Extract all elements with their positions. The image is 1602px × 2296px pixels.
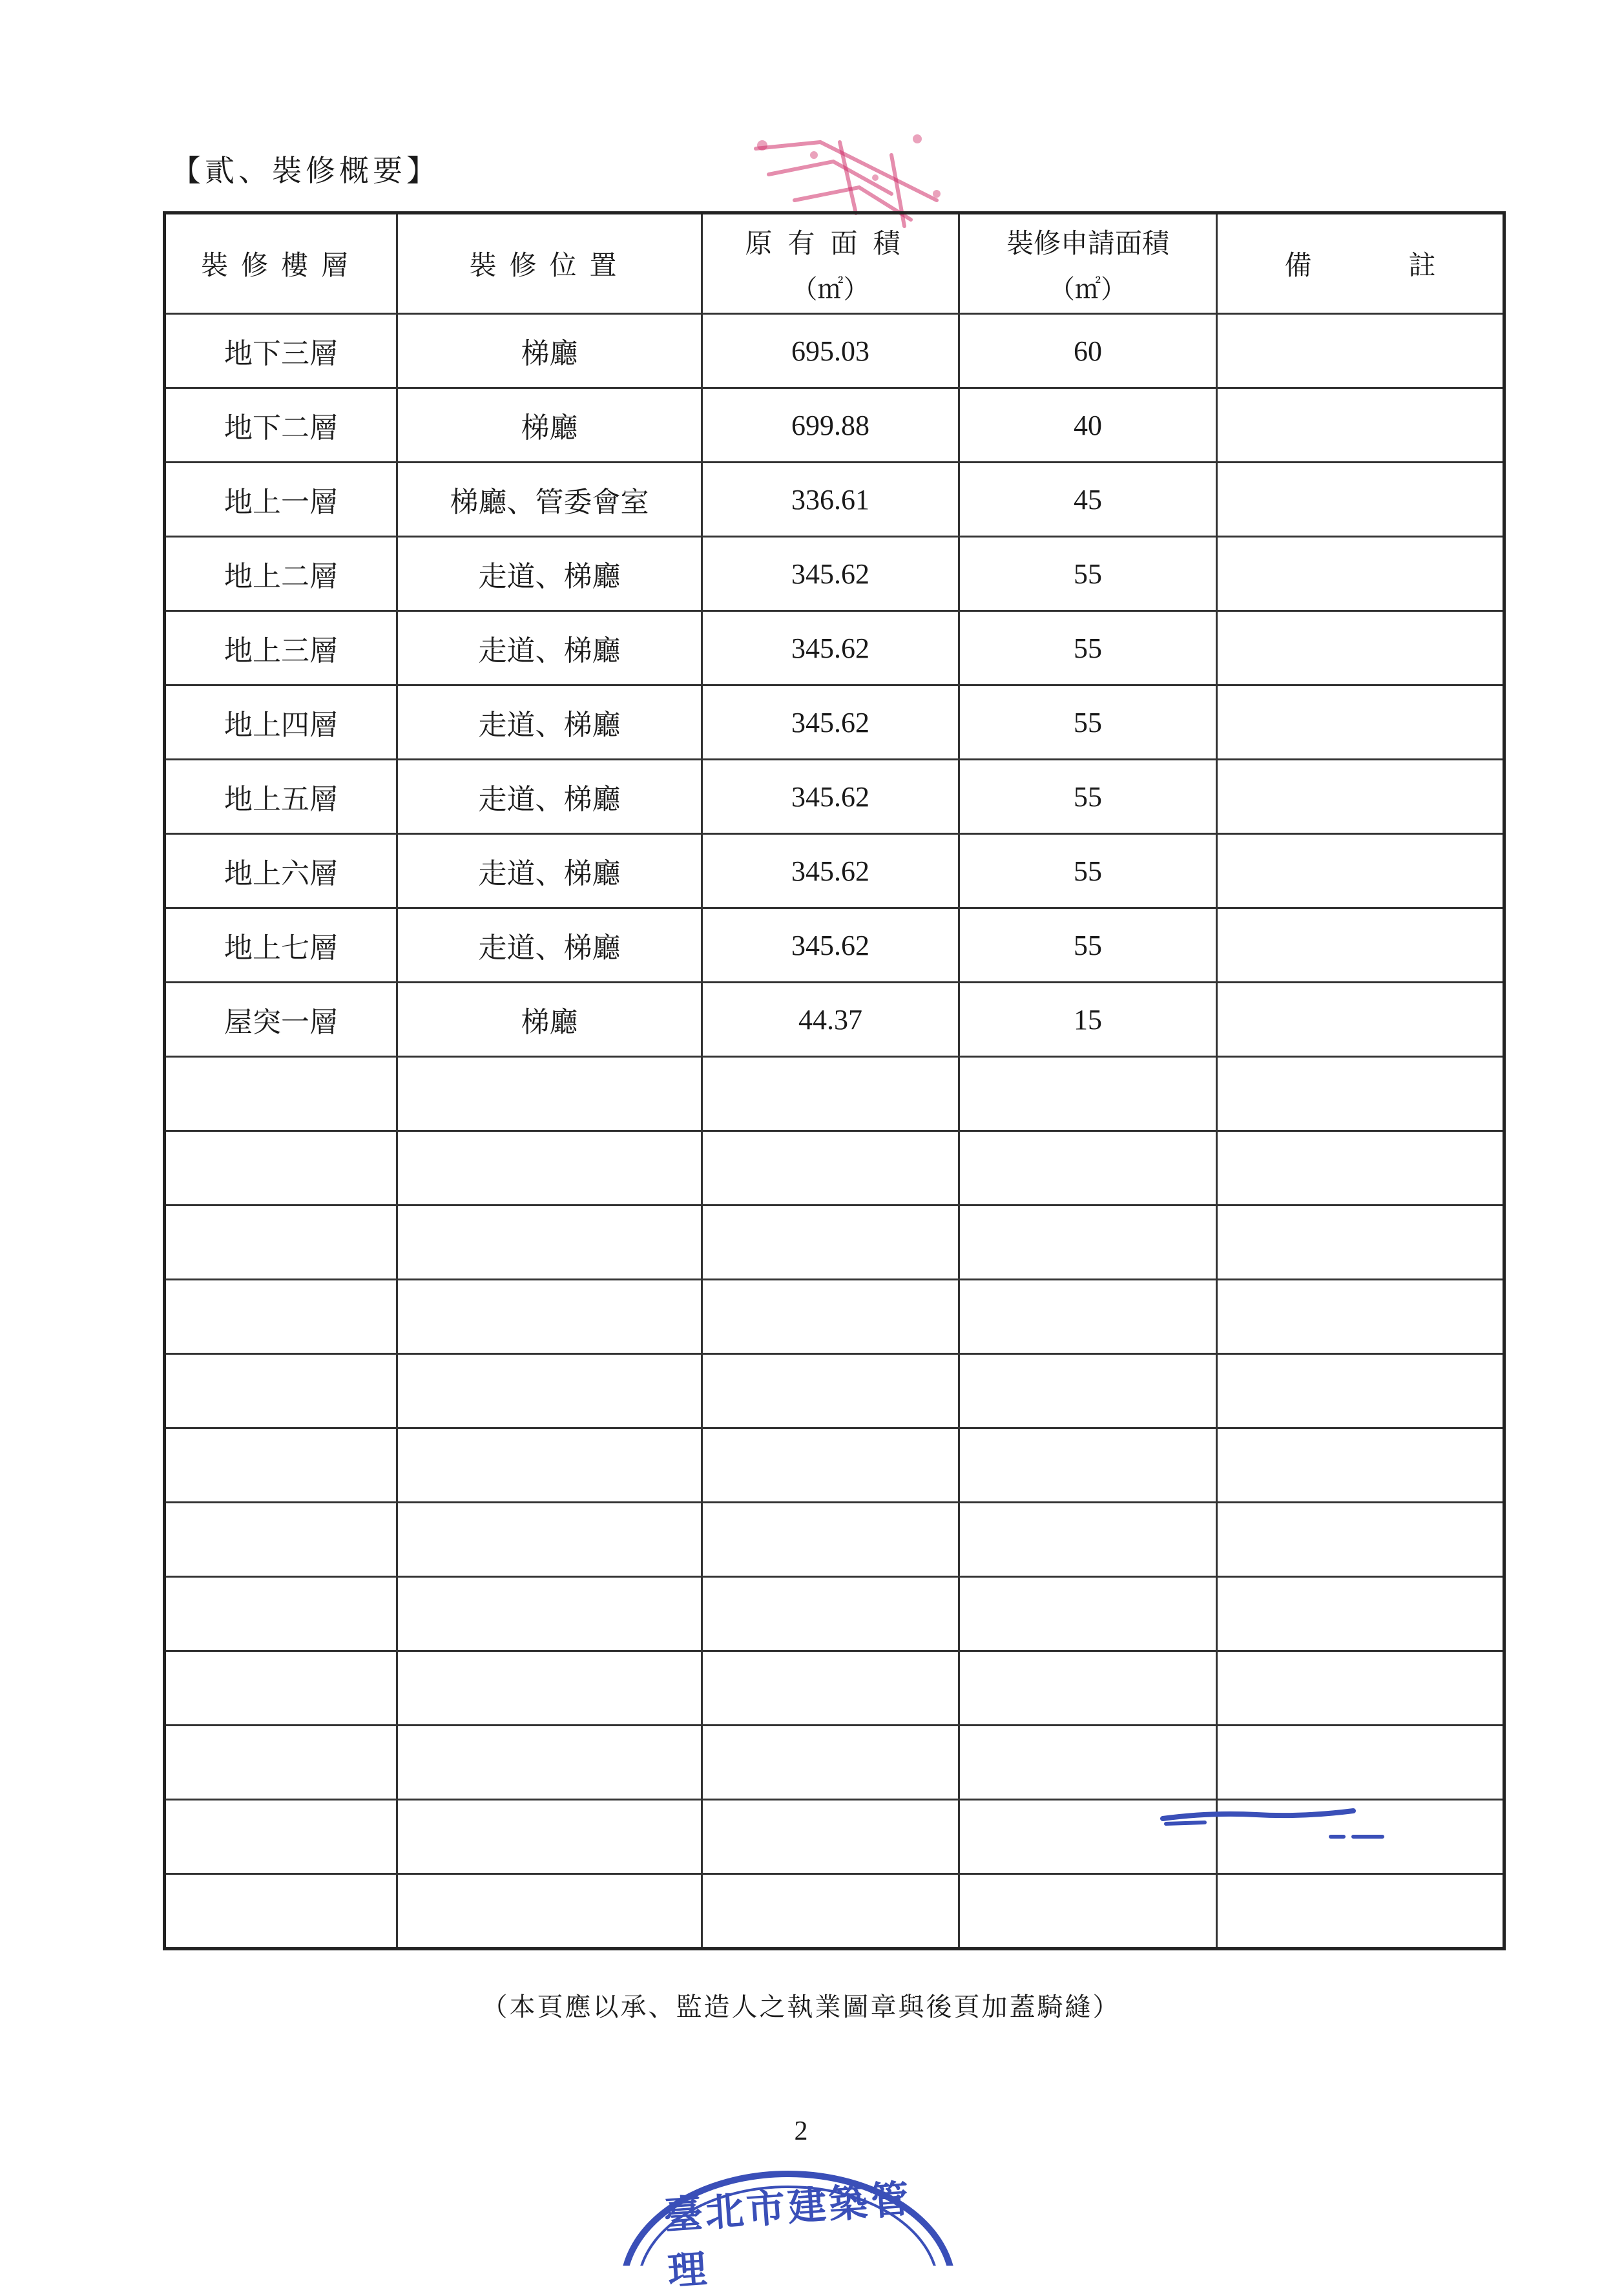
table-row bbox=[165, 1428, 1504, 1503]
cell-floor: 地下二層 bbox=[165, 388, 397, 463]
cell-floor: 屋突一層 bbox=[165, 983, 397, 1057]
cell-original: 345.62 bbox=[702, 834, 959, 908]
cell-location: 走道、梯廳 bbox=[397, 908, 702, 983]
table-row bbox=[165, 314, 1504, 388]
cell-remarks bbox=[1217, 314, 1504, 388]
cell-remarks bbox=[1217, 463, 1504, 537]
cell-requested: 55 bbox=[959, 537, 1217, 611]
cell-original bbox=[702, 1874, 959, 1949]
table-row bbox=[165, 1651, 1504, 1726]
cell-floor bbox=[165, 1726, 397, 1800]
cell-floor bbox=[165, 1280, 397, 1354]
cell-original: 345.62 bbox=[702, 685, 959, 760]
table-row bbox=[165, 1131, 1504, 1205]
blue-pen-stroke bbox=[1160, 1806, 1405, 1844]
header-requested-area bbox=[959, 213, 1217, 314]
cell-requested: 60 bbox=[959, 314, 1217, 388]
cell-original: 44.37 bbox=[702, 983, 959, 1057]
table-row bbox=[165, 1205, 1504, 1280]
cell-requested bbox=[959, 1726, 1217, 1800]
cell-remarks bbox=[1217, 1354, 1504, 1428]
header-remarks-char-2: 註 bbox=[1408, 249, 1436, 281]
table-row bbox=[165, 983, 1504, 1057]
cell-original bbox=[702, 1726, 959, 1800]
cell-floor bbox=[165, 1874, 397, 1949]
cell-original: 699.88 bbox=[702, 388, 959, 463]
cell-location: 走道、梯廳 bbox=[397, 611, 702, 685]
cell-remarks bbox=[1217, 1428, 1504, 1503]
cell-location: 走道、梯廳 bbox=[397, 834, 702, 908]
footnote: （本頁應以承、監造人之執業圖章與後頁加蓋騎縫） bbox=[481, 1992, 1121, 2022]
cell-original bbox=[702, 1651, 959, 1726]
cell-requested bbox=[959, 1057, 1217, 1131]
cell-remarks bbox=[1217, 1503, 1504, 1577]
header-requested-area-label: 裝修申請面積 bbox=[1006, 227, 1169, 259]
cell-location: 梯廳、管委會室 bbox=[397, 463, 702, 537]
cell-floor bbox=[165, 1800, 397, 1874]
cell-floor bbox=[165, 1651, 397, 1726]
cell-remarks bbox=[1217, 1577, 1504, 1651]
section-title: 【貳、裝修概要】 bbox=[171, 153, 440, 188]
header-remarks-char-1: 備 bbox=[1284, 249, 1312, 281]
cell-requested: 40 bbox=[959, 388, 1217, 463]
cell-remarks bbox=[1217, 1651, 1504, 1726]
cell-original: 345.62 bbox=[702, 611, 959, 685]
cell-location bbox=[397, 1131, 702, 1205]
cell-requested bbox=[959, 1577, 1217, 1651]
cell-floor bbox=[165, 1428, 397, 1503]
cell-floor: 地上三層 bbox=[165, 611, 397, 685]
cell-requested: 55 bbox=[959, 908, 1217, 983]
cell-remarks bbox=[1217, 760, 1504, 834]
cell-floor: 地上五層 bbox=[165, 760, 397, 834]
cell-location: 走道、梯廳 bbox=[397, 685, 702, 760]
table-row bbox=[165, 463, 1504, 537]
cell-remarks bbox=[1217, 537, 1504, 611]
cell-original: 345.62 bbox=[702, 760, 959, 834]
cell-location bbox=[397, 1205, 702, 1280]
table-row bbox=[165, 1057, 1504, 1131]
cell-original: 345.62 bbox=[702, 537, 959, 611]
cell-location bbox=[397, 1503, 702, 1577]
table-row bbox=[165, 908, 1504, 983]
table-row bbox=[165, 537, 1504, 611]
header-original-area bbox=[702, 213, 959, 314]
cell-requested: 15 bbox=[959, 983, 1217, 1057]
header-original-area-label: 原有面積 bbox=[745, 227, 916, 259]
cell-original bbox=[702, 1280, 959, 1354]
cell-requested bbox=[959, 1874, 1217, 1949]
cell-remarks bbox=[1217, 834, 1504, 908]
cell-location bbox=[397, 1577, 702, 1651]
cell-original: 695.03 bbox=[702, 314, 959, 388]
cell-location bbox=[397, 1057, 702, 1131]
cell-remarks bbox=[1217, 388, 1504, 463]
cell-remarks bbox=[1217, 685, 1504, 760]
cell-remarks bbox=[1217, 1726, 1504, 1800]
cell-remarks bbox=[1217, 1280, 1504, 1354]
cell-original bbox=[702, 1354, 959, 1428]
table-body bbox=[165, 314, 1504, 1949]
cell-original bbox=[702, 1428, 959, 1503]
cell-requested bbox=[959, 1503, 1217, 1577]
page-number: 2 bbox=[794, 2116, 808, 2146]
table-header-row bbox=[165, 213, 1504, 314]
table-row bbox=[165, 685, 1504, 760]
header-original-area-unit: （㎡） bbox=[791, 274, 869, 304]
cell-floor: 地上七層 bbox=[165, 908, 397, 983]
cell-requested bbox=[959, 1205, 1217, 1280]
table-row bbox=[165, 1874, 1504, 1949]
cell-remarks bbox=[1217, 1057, 1504, 1131]
cell-floor bbox=[165, 1205, 397, 1280]
header-requested-area-unit: （㎡） bbox=[1049, 274, 1127, 304]
cell-floor bbox=[165, 1131, 397, 1205]
cell-floor: 地上六層 bbox=[165, 834, 397, 908]
table-row bbox=[165, 1280, 1504, 1354]
header-location: 裝修位置 bbox=[397, 213, 702, 314]
cell-original bbox=[702, 1205, 959, 1280]
cell-original bbox=[702, 1131, 959, 1205]
header-floor: 裝修樓層 bbox=[165, 213, 397, 314]
cell-location: 梯廳 bbox=[397, 314, 702, 388]
cell-location: 梯廳 bbox=[397, 983, 702, 1057]
cell-location: 梯廳 bbox=[397, 388, 702, 463]
table-row bbox=[165, 834, 1504, 908]
cell-original bbox=[702, 1800, 959, 1874]
cell-requested bbox=[959, 1651, 1217, 1726]
table-row bbox=[165, 1577, 1504, 1651]
seal-text: 臺北市建築管理 bbox=[662, 2176, 913, 2295]
cell-floor: 地下三層 bbox=[165, 314, 397, 388]
renovation-summary-table bbox=[163, 211, 1506, 1950]
cell-floor bbox=[165, 1057, 397, 1131]
cell-remarks bbox=[1217, 611, 1504, 685]
cell-requested: 55 bbox=[959, 685, 1217, 760]
cell-requested bbox=[959, 1131, 1217, 1205]
table-row bbox=[165, 1726, 1504, 1800]
cell-original bbox=[702, 1577, 959, 1651]
cell-remarks bbox=[1217, 983, 1504, 1057]
cell-remarks bbox=[1217, 908, 1504, 983]
cell-location bbox=[397, 1428, 702, 1503]
cell-location: 走道、梯廳 bbox=[397, 760, 702, 834]
cell-location bbox=[397, 1651, 702, 1726]
cell-remarks bbox=[1217, 1131, 1504, 1205]
cell-location bbox=[397, 1726, 702, 1800]
table-row bbox=[165, 388, 1504, 463]
cell-original bbox=[702, 1057, 959, 1131]
cell-remarks bbox=[1217, 1874, 1504, 1949]
cell-floor bbox=[165, 1577, 397, 1651]
cell-floor: 地上一層 bbox=[165, 463, 397, 537]
cell-original: 336.61 bbox=[702, 463, 959, 537]
table-row bbox=[165, 611, 1504, 685]
table-row bbox=[165, 760, 1504, 834]
cell-floor bbox=[165, 1503, 397, 1577]
cell-floor: 地上四層 bbox=[165, 685, 397, 760]
cell-requested: 55 bbox=[959, 611, 1217, 685]
table-row bbox=[165, 1503, 1504, 1577]
cell-location: 走道、梯廳 bbox=[397, 537, 702, 611]
header-remarks bbox=[1217, 213, 1504, 314]
cell-requested bbox=[959, 1428, 1217, 1503]
official-seal bbox=[607, 2164, 969, 2295]
cell-remarks bbox=[1217, 1205, 1504, 1280]
cell-requested: 55 bbox=[959, 760, 1217, 834]
cell-floor bbox=[165, 1354, 397, 1428]
cell-requested bbox=[959, 1280, 1217, 1354]
cell-original: 345.62 bbox=[702, 908, 959, 983]
cell-location bbox=[397, 1280, 702, 1354]
cell-location bbox=[397, 1874, 702, 1949]
cell-requested: 55 bbox=[959, 834, 1217, 908]
cell-location bbox=[397, 1800, 702, 1874]
cell-floor: 地上二層 bbox=[165, 537, 397, 611]
cell-requested bbox=[959, 1354, 1217, 1428]
cell-location bbox=[397, 1354, 702, 1428]
cell-original bbox=[702, 1503, 959, 1577]
table-row bbox=[165, 1354, 1504, 1428]
cell-requested: 45 bbox=[959, 463, 1217, 537]
